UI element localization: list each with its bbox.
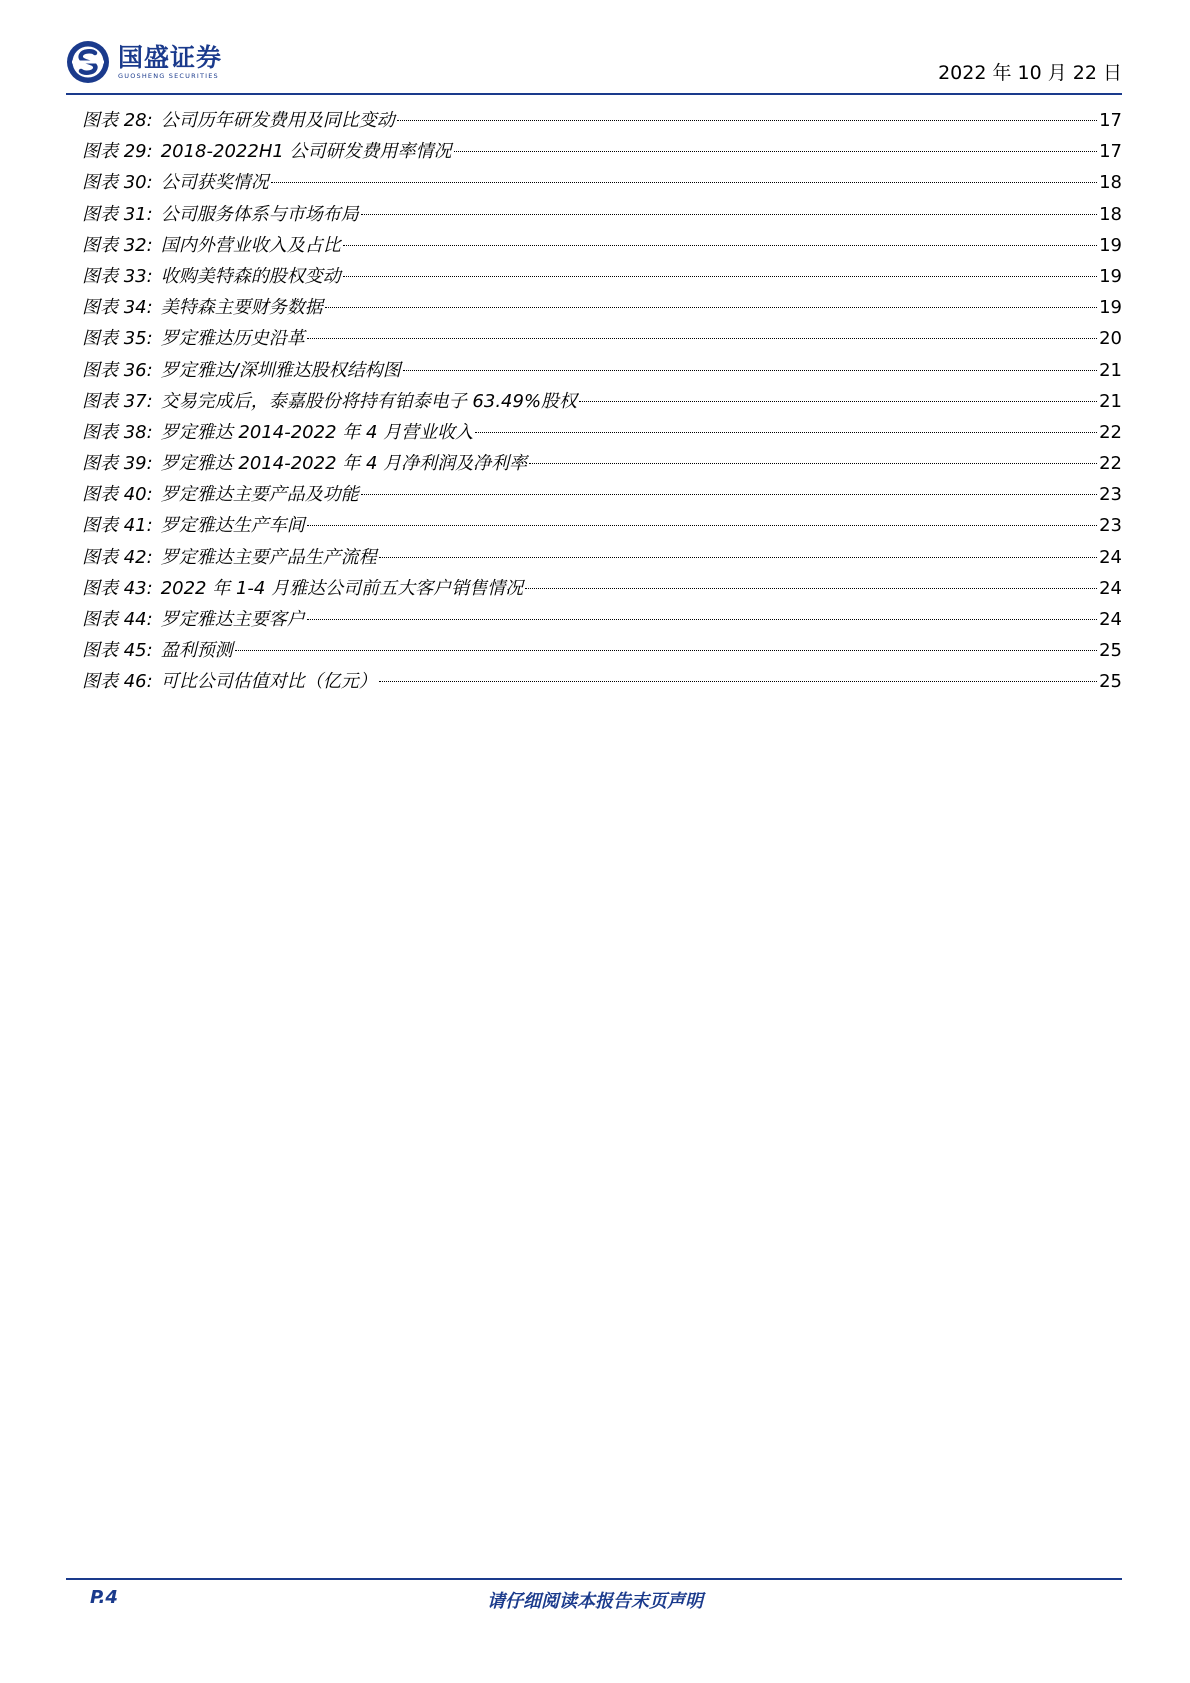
toc-entry-title: 收购美特森的股权变动 — [160, 265, 341, 287]
toc-entry-page-number: 17 — [1099, 110, 1122, 131]
toc-entry-page-number: 25 — [1099, 671, 1122, 693]
toc-entry-label: 图表 41: — [82, 515, 153, 537]
toc-entry-label: 图表 40: — [82, 484, 153, 506]
toc-entry-title: 罗定雅达主要客户 — [160, 609, 305, 630]
toc-entry-page-number: 25 — [1099, 640, 1122, 662]
toc-dot-leader — [307, 338, 1097, 339]
toc-entry-label: 图表 35: — [82, 328, 153, 350]
toc-entry-label: 图表 46: — [82, 671, 153, 693]
toc-entry-label: 图表 33: — [82, 265, 153, 287]
toc-entry[interactable] — [82, 448, 1122, 479]
toc-entry[interactable] — [82, 323, 1122, 354]
guosheng-logo-icon — [66, 40, 110, 84]
toc-entry-label: 图表 32: — [82, 234, 153, 256]
toc-entry[interactable] — [82, 105, 1122, 136]
toc-dot-leader — [343, 245, 1097, 246]
toc-entry-page-number: 18 — [1099, 172, 1122, 194]
toc-entry-label: 图表 38: — [82, 421, 153, 443]
toc-entry-label: 图表 36: — [82, 359, 153, 381]
toc-entry-title: 罗定雅达生产车间 — [160, 515, 305, 537]
toc-entry-title: 公司获奖情况 — [160, 172, 269, 194]
toc-entry-label: 图表 34: — [82, 297, 153, 319]
toc-dot-leader — [403, 370, 1097, 371]
toc-entry-title: 罗定雅达 2014-2022 年 4 月营业收入 — [160, 421, 474, 443]
toc-entry-page-number: 19 — [1099, 265, 1122, 287]
toc-entry-page-number: 19 — [1099, 297, 1122, 319]
toc-entry-page-number: 23 — [1099, 515, 1122, 537]
toc-entry[interactable] — [82, 635, 1122, 666]
toc-dot-leader — [529, 463, 1097, 464]
toc-dot-leader — [325, 307, 1097, 308]
toc-entry[interactable] — [82, 386, 1122, 417]
toc-dot-leader — [343, 276, 1097, 277]
toc-dot-leader — [307, 619, 1097, 620]
toc-dot-leader — [361, 214, 1097, 215]
toc-dot-leader — [525, 588, 1097, 589]
toc-entry[interactable] — [82, 573, 1122, 604]
toc-entry-page-number: 21 — [1099, 359, 1122, 381]
toc-dot-leader — [271, 182, 1097, 183]
toc-entry-title: 罗定雅达 2014-2022 年 4 月净利润及净利率 — [160, 453, 528, 475]
toc-entry[interactable] — [82, 604, 1122, 635]
toc-entry[interactable] — [82, 261, 1122, 292]
toc-entry-page-number: 18 — [1099, 203, 1122, 225]
toc-entry-label: 图表 44: — [82, 609, 153, 630]
toc-dot-leader — [454, 151, 1098, 152]
toc-entry[interactable] — [82, 167, 1122, 198]
toc-dot-leader — [379, 557, 1097, 558]
toc-dot-leader — [235, 650, 1097, 651]
header-divider — [66, 93, 1122, 95]
toc-entry-page-number: 21 — [1099, 390, 1122, 412]
disclaimer-note: 请仔细阅读本报告末页声明 — [487, 1591, 703, 1612]
toc-entry-title: 国内外营业收入及占比 — [160, 234, 341, 256]
toc-entry-title: 美特森主要财务数据 — [160, 297, 323, 319]
toc-entry-label: 图表 42: — [82, 546, 153, 568]
toc-dot-leader — [397, 120, 1097, 121]
toc-entry-title: 2022 年 1-4 月雅达公司前五大客户销售情况 — [160, 577, 524, 599]
toc-entry[interactable] — [82, 136, 1122, 167]
toc-entry-page-number: 24 — [1099, 546, 1122, 568]
toc-entry[interactable] — [82, 230, 1122, 261]
toc-entry-title: 交易完成后，泰嘉股份将持有铂泰电子 63.49%股权 — [160, 390, 578, 412]
toc-entry-title: 罗定雅达主要产品及功能 — [160, 484, 359, 506]
toc-entry[interactable] — [82, 510, 1122, 541]
toc-entry[interactable] — [82, 417, 1122, 448]
figure-index-list — [82, 105, 1122, 698]
toc-entry[interactable] — [82, 355, 1122, 386]
toc-entry[interactable] — [82, 479, 1122, 510]
logo-english-name: GUOSHENG SECURITIES — [118, 71, 219, 80]
toc-entry-page-number: 19 — [1099, 234, 1122, 256]
page-header — [66, 36, 1122, 88]
toc-entry-title: 公司历年研发费用及同比变动 — [160, 110, 395, 131]
toc-entry[interactable] — [82, 199, 1122, 230]
toc-entry-page-number: 23 — [1099, 484, 1122, 506]
toc-entry[interactable] — [82, 542, 1122, 573]
footer-divider — [66, 1578, 1122, 1580]
toc-entry-title: 公司服务体系与市场布局 — [160, 203, 359, 225]
toc-entry-title: 2018-2022H1 公司研发费用率情况 — [160, 141, 452, 163]
toc-entry-page-number: 24 — [1099, 577, 1122, 599]
toc-entry-page-number: 20 — [1099, 328, 1122, 350]
toc-entry-label: 图表 37: — [82, 390, 153, 412]
toc-entry-title: 罗定雅达历史沿革 — [160, 328, 305, 350]
logo-chinese-name: 国盛证券 — [118, 42, 223, 72]
company-logo — [66, 36, 222, 88]
toc-entry-label: 图表 39: — [82, 453, 153, 475]
toc-entry-title: 罗定雅达主要产品生产流程 — [160, 546, 377, 568]
toc-dot-leader — [379, 681, 1097, 682]
toc-entry-label: 图表 28: — [82, 110, 153, 131]
toc-entry-title: 盈利预测 — [160, 640, 233, 662]
toc-dot-leader — [475, 432, 1097, 433]
toc-entry-title: 可比公司估值对比（亿元） — [160, 671, 377, 693]
toc-entry-page-number: 17 — [1099, 141, 1122, 163]
toc-dot-leader — [307, 525, 1097, 526]
report-date: 2022 年 10 月 22 日 — [938, 62, 1122, 84]
toc-dot-leader — [361, 494, 1097, 495]
page-number: P.4 — [90, 1587, 118, 1608]
toc-entry[interactable] — [82, 666, 1122, 697]
toc-entry-label: 图表 30: — [82, 172, 153, 194]
toc-entry-label: 图表 45: — [82, 640, 153, 662]
toc-entry-page-number: 22 — [1099, 421, 1122, 443]
toc-entry-label: 图表 29: — [82, 141, 153, 163]
toc-dot-leader — [579, 401, 1097, 402]
toc-entry-page-number: 24 — [1099, 609, 1122, 630]
toc-entry-title: 罗定雅达/深圳雅达股权结构图 — [160, 359, 401, 381]
toc-entry[interactable] — [82, 292, 1122, 323]
toc-entry-label: 图表 43: — [82, 577, 153, 599]
toc-entry-page-number: 22 — [1099, 453, 1122, 475]
toc-entry-label: 图表 31: — [82, 203, 153, 225]
